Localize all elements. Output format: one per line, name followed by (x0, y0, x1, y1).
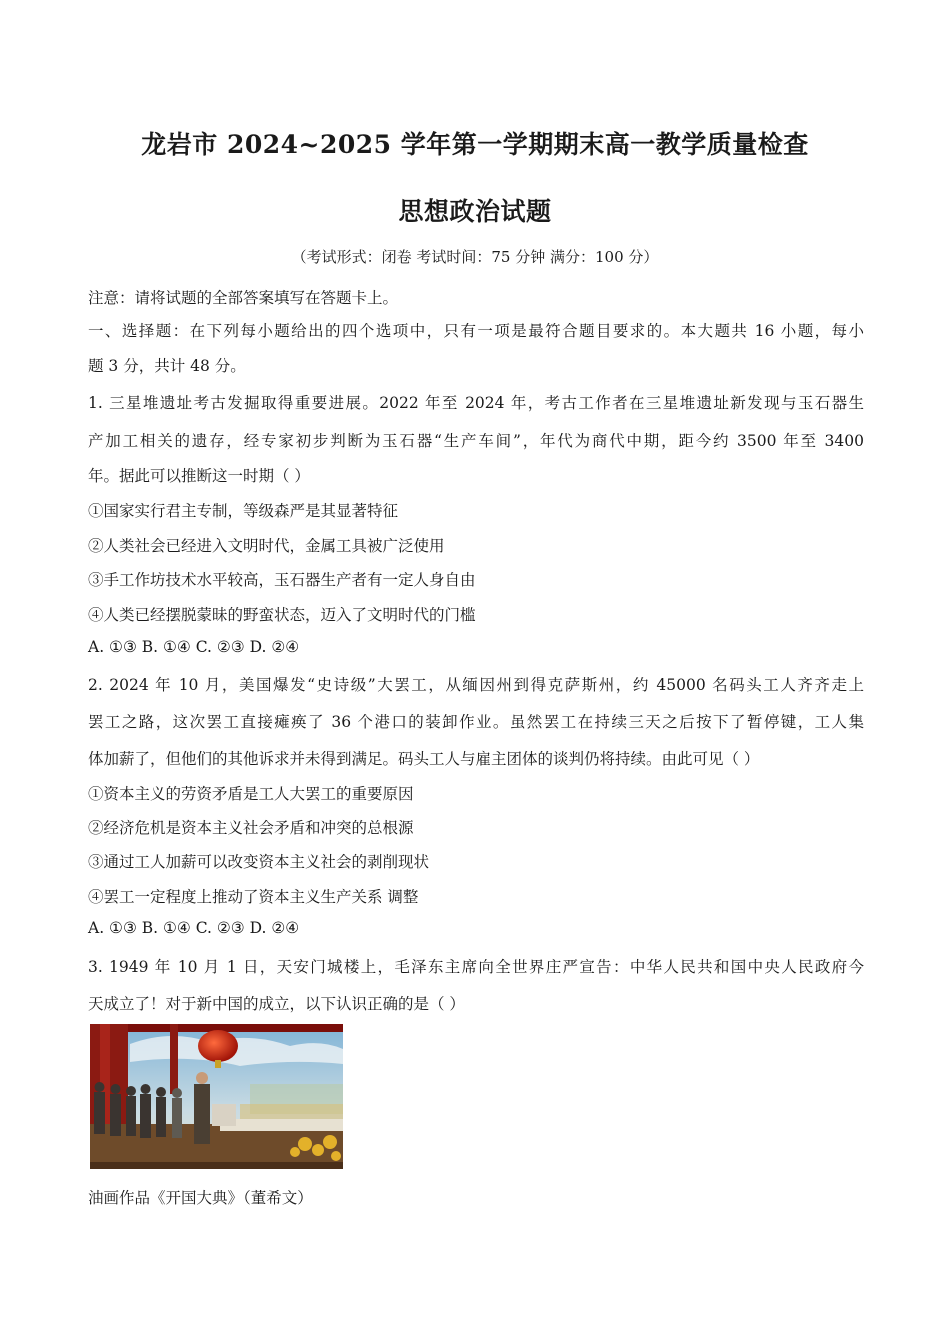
exam-info: （考试形式：闭卷 考试时间：75 分钟 满分：100 分） (291, 248, 659, 266)
q2-stem: 2. 2024 年 10 月，美国爆发“史诗级”大罢工，从缅因州到得克萨斯州，约 45000 名码头工人齐齐走上 (88, 676, 864, 694)
q1-option-3: ③手工作坊技术水平较高，玉石器生产者有一定人身自由 (88, 571, 476, 589)
q2-stem-end: 体加薪了，但他们的其他诉求并未得到满足。码头工人与雇主团体的谈判仍将持续。由此可见（ ） (88, 750, 760, 768)
q1-option-4: ④人类已经摆脱蒙昧的野蛮状态，迈入了文明时代的门槛 (88, 606, 476, 624)
q1-stem: 1. 三星堆遗址考古发掘取得重要进展。2022 年至 2024 年，考古工作者在三星堆遗址新发现与玉石器生 (88, 394, 864, 412)
q1-option-1: ①国家实行君主专制，等级森严是其显著特征 (88, 502, 399, 520)
q2-stem-cont: 罢工之路，这次罢工直接瘫痪了 36 个港口的装卸作业。虽然罢工在持续三天之后按下了暂停键，工人集 (88, 713, 864, 731)
q1-stem-end: 年。据此可以推断这一时期（ ） (88, 467, 310, 485)
q2-option-3: ③通过工人加薪可以改变资本主义社会的剥削现状 (88, 853, 430, 871)
notice: 注意：请将试题的全部答案填写在答题卡上。 (88, 289, 399, 307)
q2-option-2: ②经济危机是资本主义社会矛盾和冲突的总根源 (88, 819, 414, 837)
q1-choices: A. ①③ B. ①④ C. ②③ D. ②④ (88, 638, 300, 656)
q3-stem-cont: 天成立了！对于新中国的成立，以下认识正确的是（ ） (88, 995, 465, 1013)
section-instructions-cont: 题 3 分，共计 48 分。 (88, 357, 246, 375)
figure-caption: 油画作品《开国大典》（董希文） (88, 1189, 313, 1207)
q3-stem: 3. 1949 年 10 月 1 日，天安门城楼上，毛泽东主席向全世界庄严宣告：中华人民共和国中央人民政府今 (88, 958, 864, 976)
q2-option-1: ①资本主义的劳资矛盾是工人大罢工的重要原因 (88, 785, 414, 803)
q1-stem-cont: 产加工相关的遗存，经专家初步判断为玉石器“生产车间”，年代为商代中期，距今约 3500 年至 3400 (88, 432, 864, 450)
founding-ceremony-painting (90, 1024, 343, 1169)
subject-title: 思想政治试题 (398, 197, 552, 226)
exam-title: 龙岩市 2024~2025 学年第一学期期末高一教学质量检查 (141, 130, 809, 159)
q1-option-2: ②人类社会已经进入文明时代，金属工具被广泛使用 (88, 537, 445, 555)
section-instructions: 一、选择题：在下列每小题给出的四个选项中，只有一项是最符合题目要求的。本大题共 16 小题，每小 (88, 322, 864, 340)
q2-choices: A. ①③ B. ①④ C. ②③ D. ②④ (88, 919, 300, 937)
q2-option-4: ④罢工一定程度上推动了资本主义生产关系 调整 (88, 888, 419, 906)
